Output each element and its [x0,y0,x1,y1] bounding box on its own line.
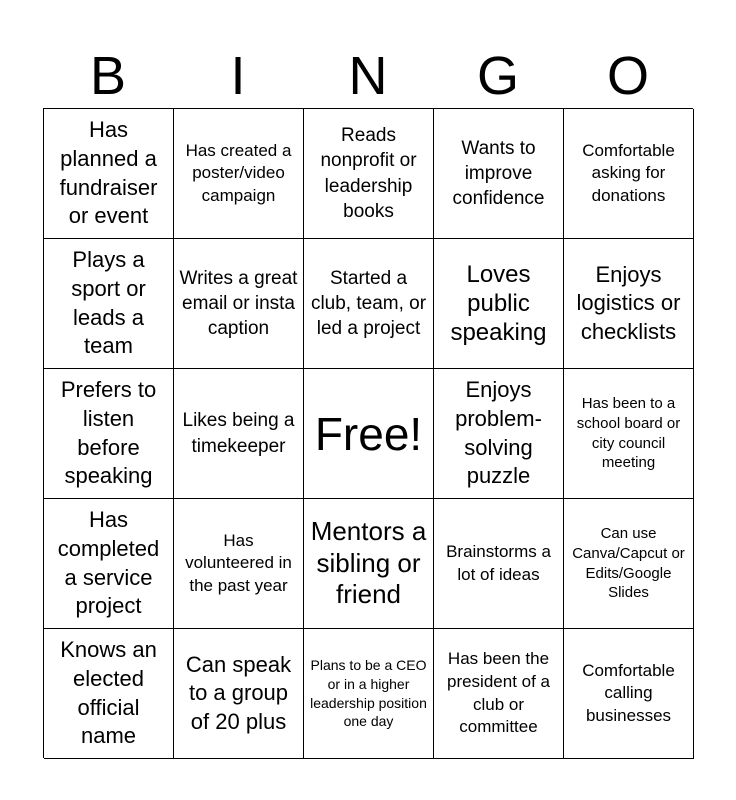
cell-text: Can use Canva/Capcut or Edits/Google Slides [572,524,685,602]
cell-text: Has created a poster/video campaign [185,140,292,205]
bingo-cell-r1c4[interactable] [434,109,564,239]
bingo-cell-r5c4[interactable] [434,629,564,759]
bingo-cell-r3c5[interactable] [564,369,694,499]
cell-text: Comfortable calling businesses [582,660,675,725]
bingo-cell-r5c5[interactable] [564,629,694,759]
bingo-cell-r2c2[interactable] [174,239,304,369]
bingo-cell-r2c1[interactable] [44,239,174,369]
bingo-cell-r5c3[interactable] [304,629,434,759]
bingo-cell-free[interactable] [304,369,434,499]
bingo-cell-r4c3[interactable] [304,499,434,629]
header-letter-i: I [230,46,246,106]
cell-text: Has been to a school board or city council meeting [576,394,681,472]
cell-text: Likes being a timekeeper [182,410,295,457]
cell-text: Prefers to listen before speaking [60,377,157,489]
bingo-header [43,44,693,108]
bingo-cell-r4c2[interactable] [174,499,304,629]
cell-text: Plays a sport or leads a team [71,247,146,359]
header-letter-n: N [348,46,388,106]
cell-text: Enjoys logistics or checklists [576,261,681,344]
cell-text: Has been the president of a club or committee [446,649,550,737]
cell-text: Knows an elected official name [60,637,157,749]
cell-text: Can speak to a group of 20 plus [185,651,292,734]
cell-text: Brainstorms a lot of ideas [446,541,551,584]
bingo-cell-r5c2[interactable] [174,629,304,759]
bingo-cell-r1c3[interactable] [304,109,434,239]
bingo-cell-r1c2[interactable] [174,109,304,239]
bingo-cell-r2c3[interactable] [304,239,434,369]
bingo-board [43,108,693,758]
header-letter-b: B [89,46,127,106]
bingo-cell-r4c4[interactable] [434,499,564,629]
free-space-text: Free! [314,407,423,460]
bingo-cell-r2c5[interactable] [564,239,694,369]
cell-text: Reads nonprofit or leadership books [320,124,417,222]
header-letter-o: O [606,46,649,106]
bingo-cell-r1c1[interactable] [44,109,174,239]
cell-text: Enjoys problem-solving puzzle [455,377,542,489]
bingo-cell-r4c1[interactable] [44,499,174,629]
bingo-cell-r3c1[interactable] [44,369,174,499]
bingo-cell-r4c5[interactable] [564,499,694,629]
cell-text: Mentors a sibling or friend [310,515,427,610]
cell-text: Writes a great email or insta caption [179,267,298,340]
cell-text: Comfortable asking for donations [582,140,675,205]
cell-text: Has completed a service project [57,507,160,619]
bingo-cell-r3c2[interactable] [174,369,304,499]
cell-text: Plans to be a CEO or in a higher leadership position one day [310,657,427,730]
header-letter-g: G [476,46,519,106]
bingo-cell-r5c1[interactable] [44,629,174,759]
cell-text: Has volunteered in the past year [185,530,292,595]
cell-text: Loves public speaking [450,260,547,347]
cell-text: Started a club, team, or led a project [310,267,427,340]
bingo-cell-r3c4[interactable] [434,369,564,499]
cell-text: Wants to improve confidence [452,137,545,210]
bingo-cell-r2c4[interactable] [434,239,564,369]
cell-text: Has planned a fundraiser or event [59,117,158,229]
bingo-cell-r1c5[interactable] [564,109,694,239]
